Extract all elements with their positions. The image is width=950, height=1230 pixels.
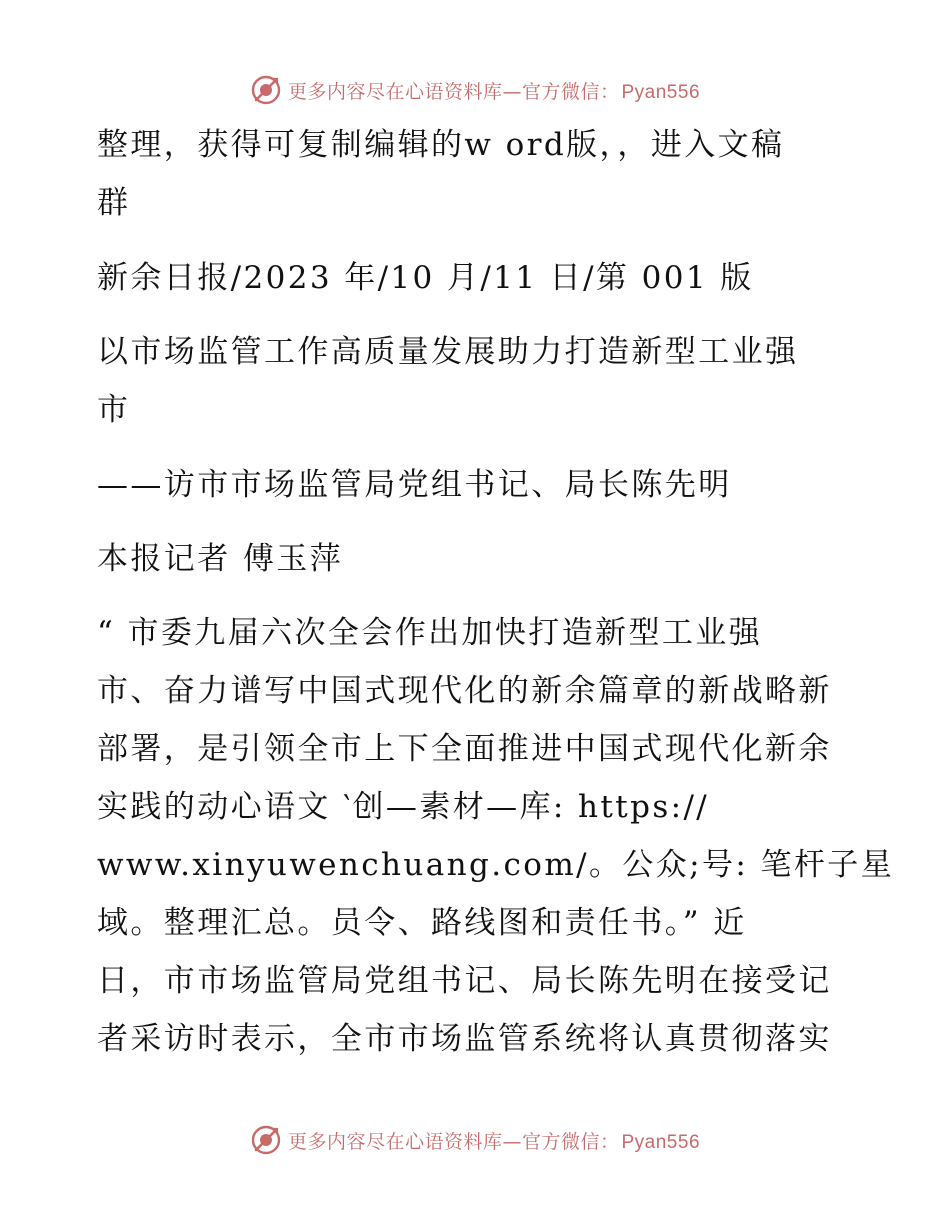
doc-line: 整理，获得可复制编辑的w ord版，，进入文稿 [97, 127, 785, 163]
doc-line: 市、奋力谱写中国式现代化的新余篇章的新战略新 [97, 673, 832, 709]
doc-line: 新余日报/2023 年/10 月/11 日/第 001 版 [97, 260, 754, 296]
doc-line: 域。整理汇总。员令、路线图和责任书。” 近 [97, 905, 747, 941]
doc-line: ——访市市场监管局党组书记、局长陈先明 [97, 467, 732, 503]
watermark-text: 更多内容尽在心语资料库—官方微信： Pyan556 [287, 1130, 701, 1153]
wechat-id: Pyan556 [621, 81, 701, 103]
doc-line: 实践的动心语文 ‵创—素材—库: https:// [97, 789, 710, 825]
doc-line: “ 市委九届六次全会作出加快打造新型工业强 [97, 615, 763, 651]
doc-line: 部署，是引领全市上下全面推进中国式现代化新余 [97, 731, 832, 767]
bottom-watermark-banner [0, 1120, 950, 1160]
doc-line: www.xinyuwenchuang.com/。公众;号: 笔杆子星 [97, 847, 895, 883]
doc-line: 日，市市场监管局党组书记、局长陈先明在接受记 [97, 963, 832, 999]
doc-line: 以市场监管工作高质量发展助力打造新型工业强 [97, 334, 799, 370]
wechat-id: Pyan556 [621, 1131, 701, 1153]
brand-logo-icon [250, 1124, 282, 1156]
doc-line: 本报记者 傅玉萍 [97, 541, 344, 577]
doc-line: 市 [97, 392, 131, 428]
watermark-text: 更多内容尽在心语资料库—官方微信： Pyan556 [287, 80, 701, 103]
top-watermark-banner [0, 70, 950, 110]
brand-logo-icon [250, 74, 282, 106]
doc-line: 群 [97, 185, 131, 221]
doc-line: 者采访时表示，全市市场监管系统将认真贯彻落实 [97, 1021, 832, 1057]
